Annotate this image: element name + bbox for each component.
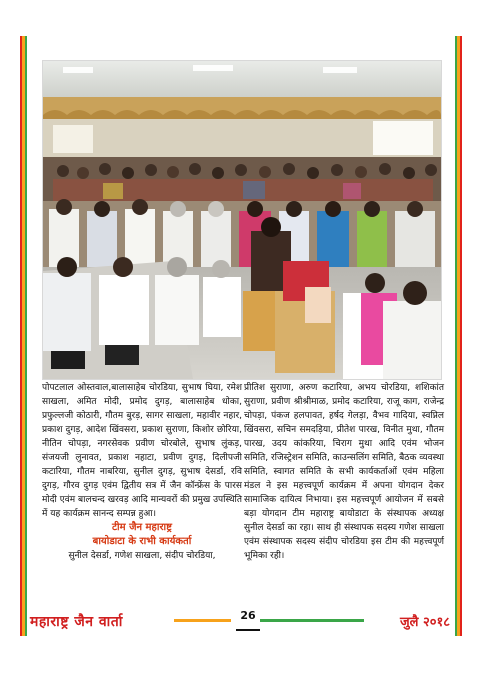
team-heading	[42, 521, 242, 549]
page-number: 26	[236, 609, 260, 631]
footer-tricolor-line	[174, 619, 364, 622]
team-heading-line1: टीम जैन महाराष्ट्र	[112, 522, 172, 533]
team-heading-line2: बायोडाटा के राभी कार्यकर्ता	[92, 536, 192, 547]
issue-date: जुलै २०१८	[399, 615, 450, 630]
event-audience-photo	[42, 60, 442, 380]
left-decorative-stripes	[20, 36, 27, 636]
article-right-column	[244, 381, 444, 563]
magazine-title: महाराष्ट्र जैन वार्ता	[30, 614, 123, 630]
attendees-paragraph: पोपटलाल ओस्तवाल,बालासाहेब चोरडिया, सुभाष घिया, रमेश साखला, अमित मोदी, प्रमोद दुगड़, बालासाहेब धोका, प्रफुल्लजी कोठारी, गौतम बुरड़, सागर साखला, महावीर नहार, प्रकाश दुगड़, आदेश खिंवसरा, प्रकाश सुराणा, किशोर छोरिया, नीतिन चोपड़ा, नगरसेवक प्रवीण चोरबोले, सुभाष लुंकड़, संजयजी लुनावत, प्रकाश नहाटा, प्रवीण दुगड़, दिलीपजी कटारिया, गौतम नाबरिया, सुनील दुगड़, सुभाष देसर्डा, रवि दुगड़, गौरव दुगड़ एवंम द्वितीय सत्र में जैन कॉन्फ्रेंस के पारस मोदी एवंम बालचन्द खरवड़ आदि मान्यवरों की प्रमुख उपस्थिति में यह कार्यक्रम सानन्द सम्पन्न हुआ।	[42, 383, 242, 519]
team-members-text: सुनील देसर्डा, गणेश साखला, संदीप चोरडिया,	[68, 551, 216, 561]
article-left-column	[42, 381, 242, 563]
page-footer	[24, 606, 458, 636]
right-decorative-stripes	[455, 36, 462, 636]
volunteers-paragraph: प्रीतिश सुराणा, अरुण कटारिया, अभय चोरडिया, शशिकांत सुराणा, प्रवीण श्रीश्रीमाळ, प्रमोद कटारिया, राजू काग, राजेन्द्र चोपड़ा, पंकज हलपावत, हर्षद गेलड़ा, वैभव गादिया, स्वप्निल खिंवसरा, सचिन समदड़िया, प्रीतेश पारख, विनीत मुथा, गौतम पारख, उदय कांकरिया, चिराग मुथा आदि एवंम भोजन समिति, रजिस्ट्रेशन समिति, काउन्सलिंग समिति, बैठक व्यवस्था समिति, स्वागत समिति के सभी कार्यकर्ताओं एवंम महिला मंडल ने इस महत्त्वपूर्ण कार्यक्रम में अपना योगदान देकर सामाजिक दायित्व निभाया। इस महत्त्वपूर्ण आयोजन में सबसे बड़ा योगदान टीम महाराष्ट्र बायोडाटा के संस्थापक अध्यक्ष सुनील देसर्डा का रहा। साथ ही संस्थापक सदस्य गणेश साखला एवंम संस्थापक सदस्य संदीप चोरडिया इस टीम की महत्त्वपूर्ण भूमिका रही।	[244, 383, 445, 561]
